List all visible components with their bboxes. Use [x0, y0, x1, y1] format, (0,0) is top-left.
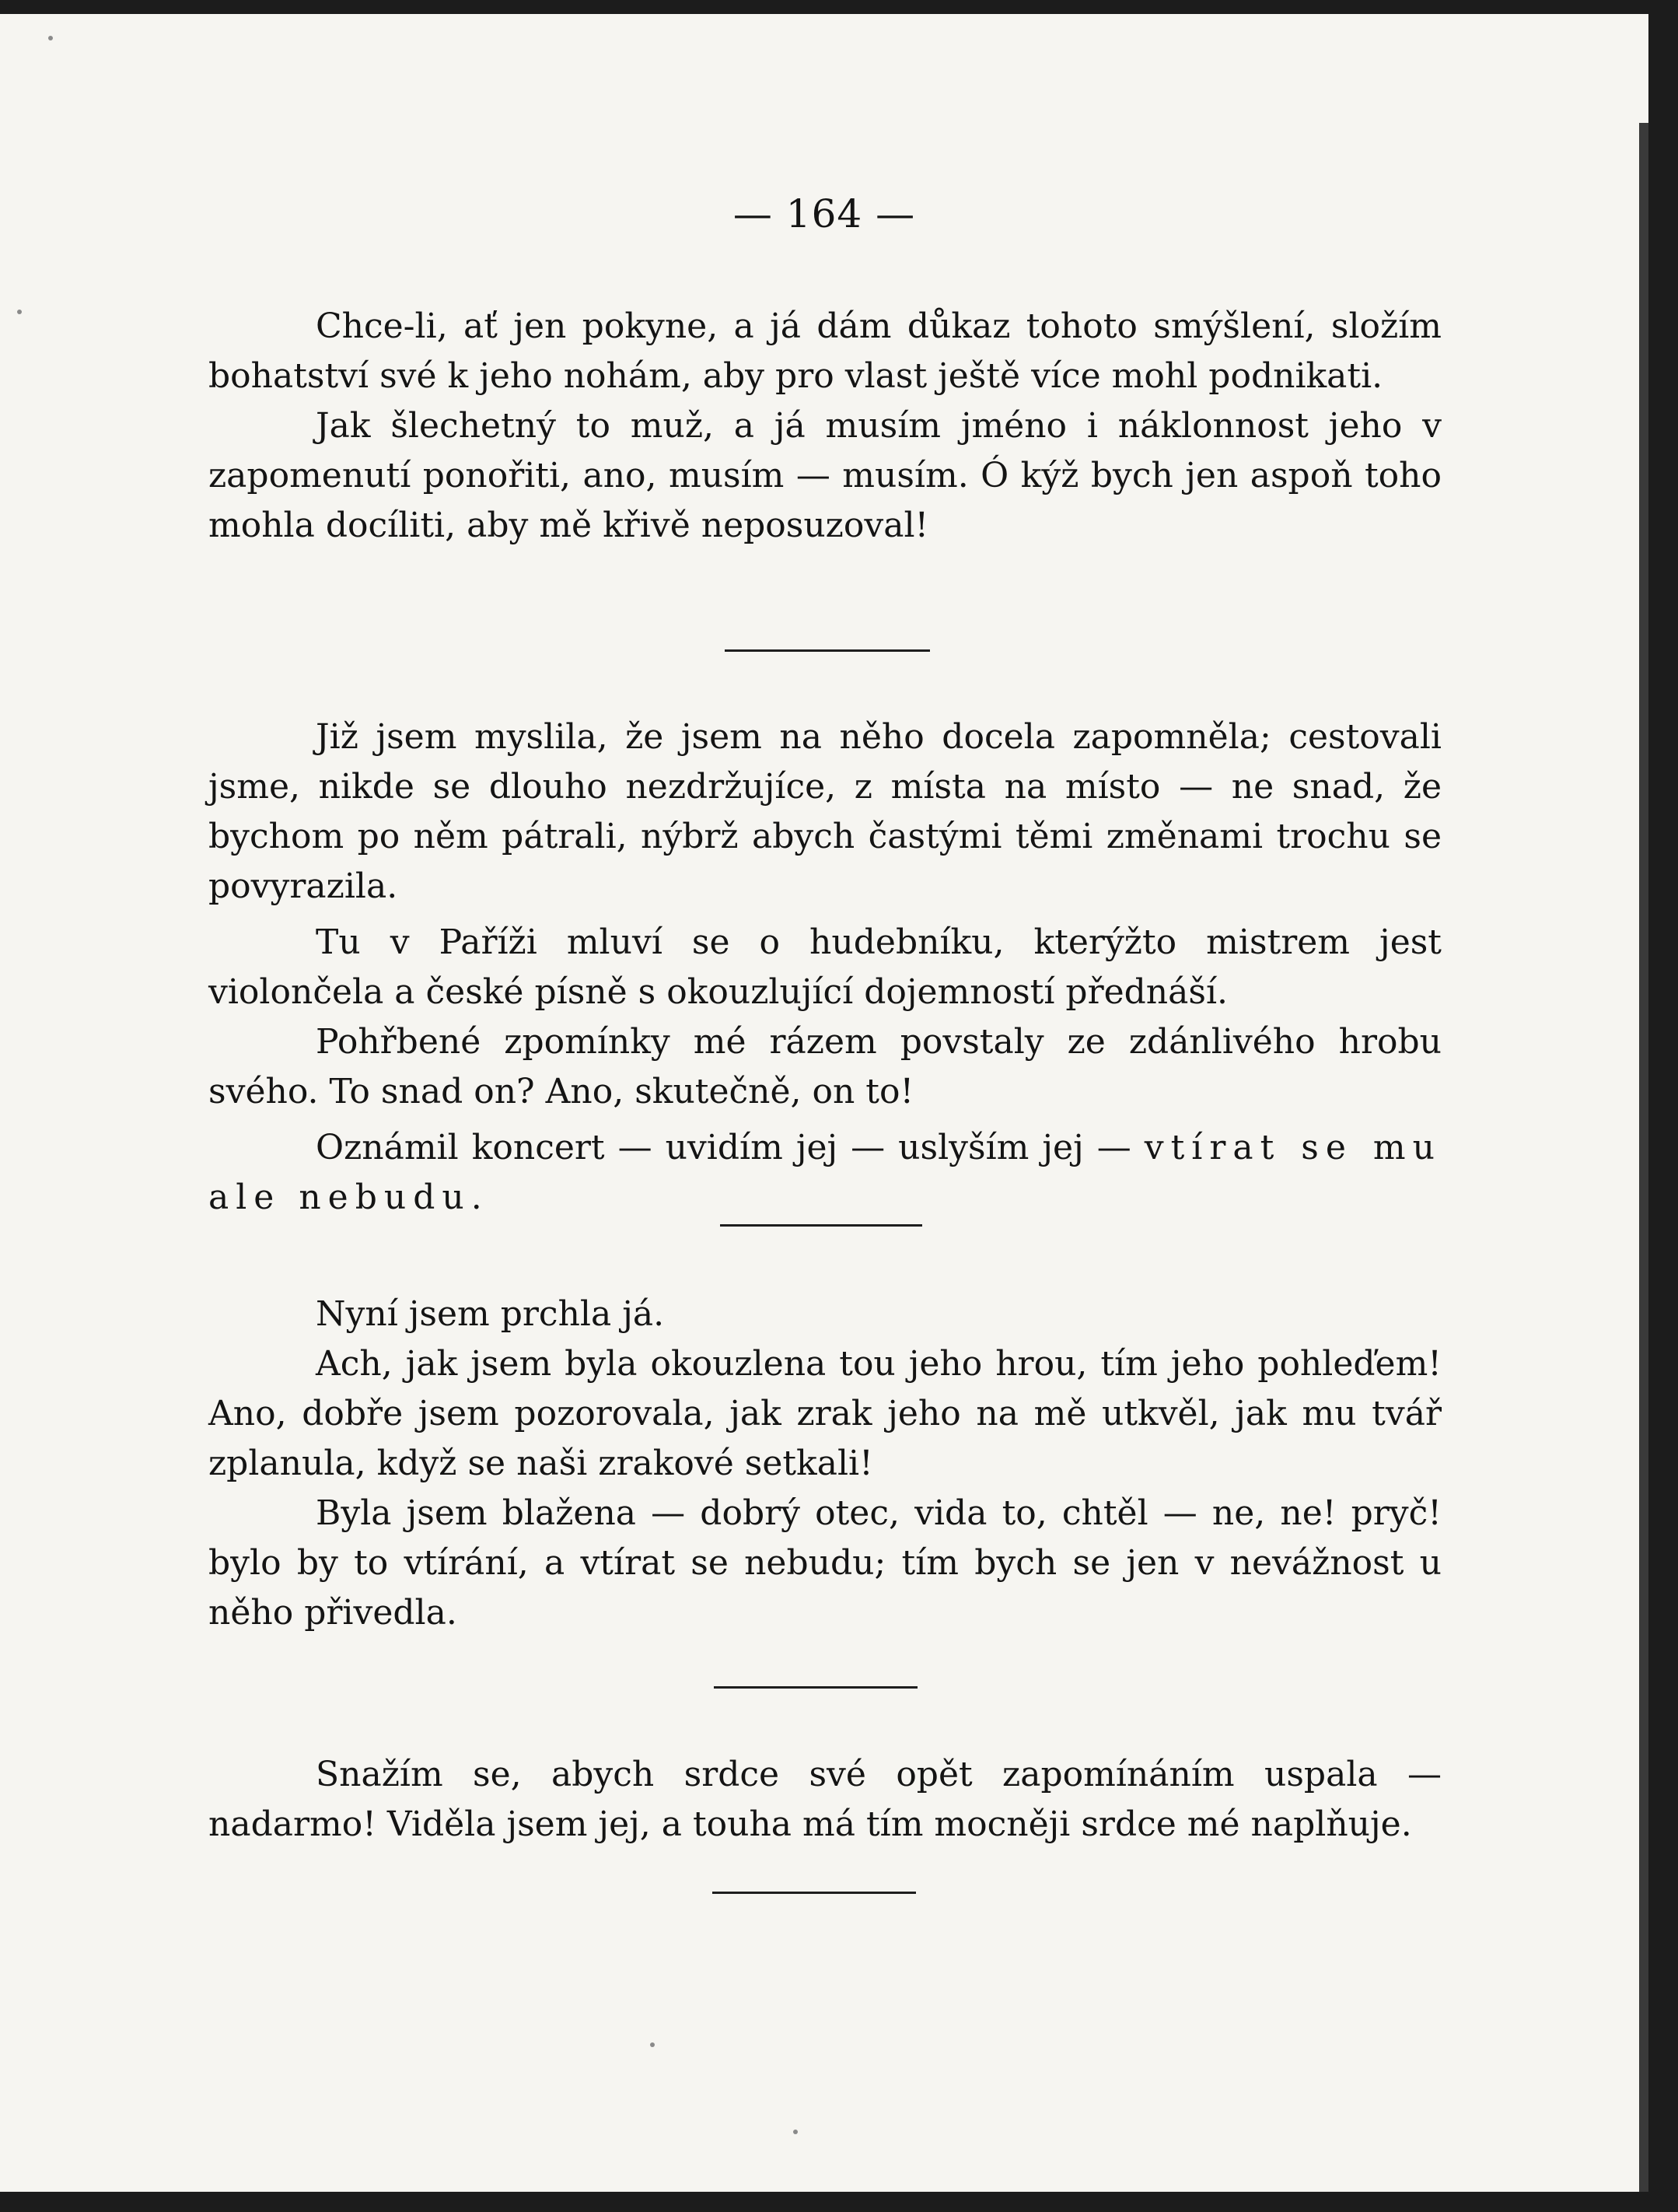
paragraph: Byla jsem blažena — dobrý otec, vida to, chtěl — ne, ne! pryč! bylo by to vtírání, a vtírat se nebudu; tím bych se jen v nevážnost u něho přivedla. [208, 1493, 1442, 1633]
paragraph: Již jsem myslila, že jsem na něho docela zapomněla; cestovali jsme, nikde se dlouho nezdržujíce, z místa na místo — ne snad, že bychom po něm pátrali, nýbrž abych častými těmi změnami trochu se povyrazila. [208, 717, 1442, 906]
paper-speck [48, 36, 53, 40]
section-separator [712, 1892, 916, 1894]
paragraph [208, 1123, 1442, 1223]
text-section-1 [208, 302, 1442, 551]
paper-speck [17, 310, 22, 314]
emphasized-text: vtírat se mu ale nebudu. [208, 1128, 1442, 1217]
paragraph: Jak šlechetný to muž, a já musím jméno i náklonnost jeho v zapomenutí ponořiti, ano, musím — musím. Ó kýž bych jen aspoň toho mohla docíliti, aby mě křivě neposuzoval! [208, 406, 1442, 545]
binding-edge [1639, 123, 1648, 2192]
section-separator [720, 1224, 922, 1227]
text-section-3 [208, 1290, 1442, 1638]
paper-speck [793, 2130, 798, 2134]
paragraph: Ach, jak jsem byla okouzlena tou jeho hrou, tím jeho pohleďem! Ano, dobře jsem pozorovala, jak zrak jeho na mě utkvěl, jak mu tvář zplanula, když se naši zrakové setkali! [208, 1344, 1442, 1483]
paragraph: Chce-li, ať jen pokyne, a já dám důkaz tohoto smýšlení, složím bohatství své k jeho nohám, aby pro vlast ještě více mohl podnikati. [208, 306, 1442, 396]
paragraph: Pohřbené zpomínky mé rázem povstaly ze zdánlivého hrobu svého. To snad on? Ano, skutečně, on to! [208, 1022, 1442, 1111]
page-number: — 164 — [732, 191, 916, 236]
paragraph: Tu v Paříži mluví se o hudebníku, kterýžto mistrem jest violončela a české písně s okouzlující dojemností přednáší. [208, 922, 1442, 1012]
text-section-4 [208, 1750, 1442, 1850]
paragraph-text: Oznámil koncert — uvidím jej — uslyším jej — [316, 1128, 1145, 1167]
paragraph: Nyní jsem prchla já. [316, 1294, 665, 1334]
paper-speck [650, 2042, 655, 2047]
book-page [0, 14, 1648, 2192]
section-separator [725, 649, 930, 652]
section-separator [714, 1686, 918, 1689]
paragraph: Snažím se, abych srdce své opět zapomínáním uspala — nadarmo! Viděla jsem jej, a touha má tím mocněji srdce mé naplňuje. [208, 1755, 1442, 1844]
text-section-2 [208, 712, 1442, 1223]
scan-border [0, 2192, 1678, 2212]
